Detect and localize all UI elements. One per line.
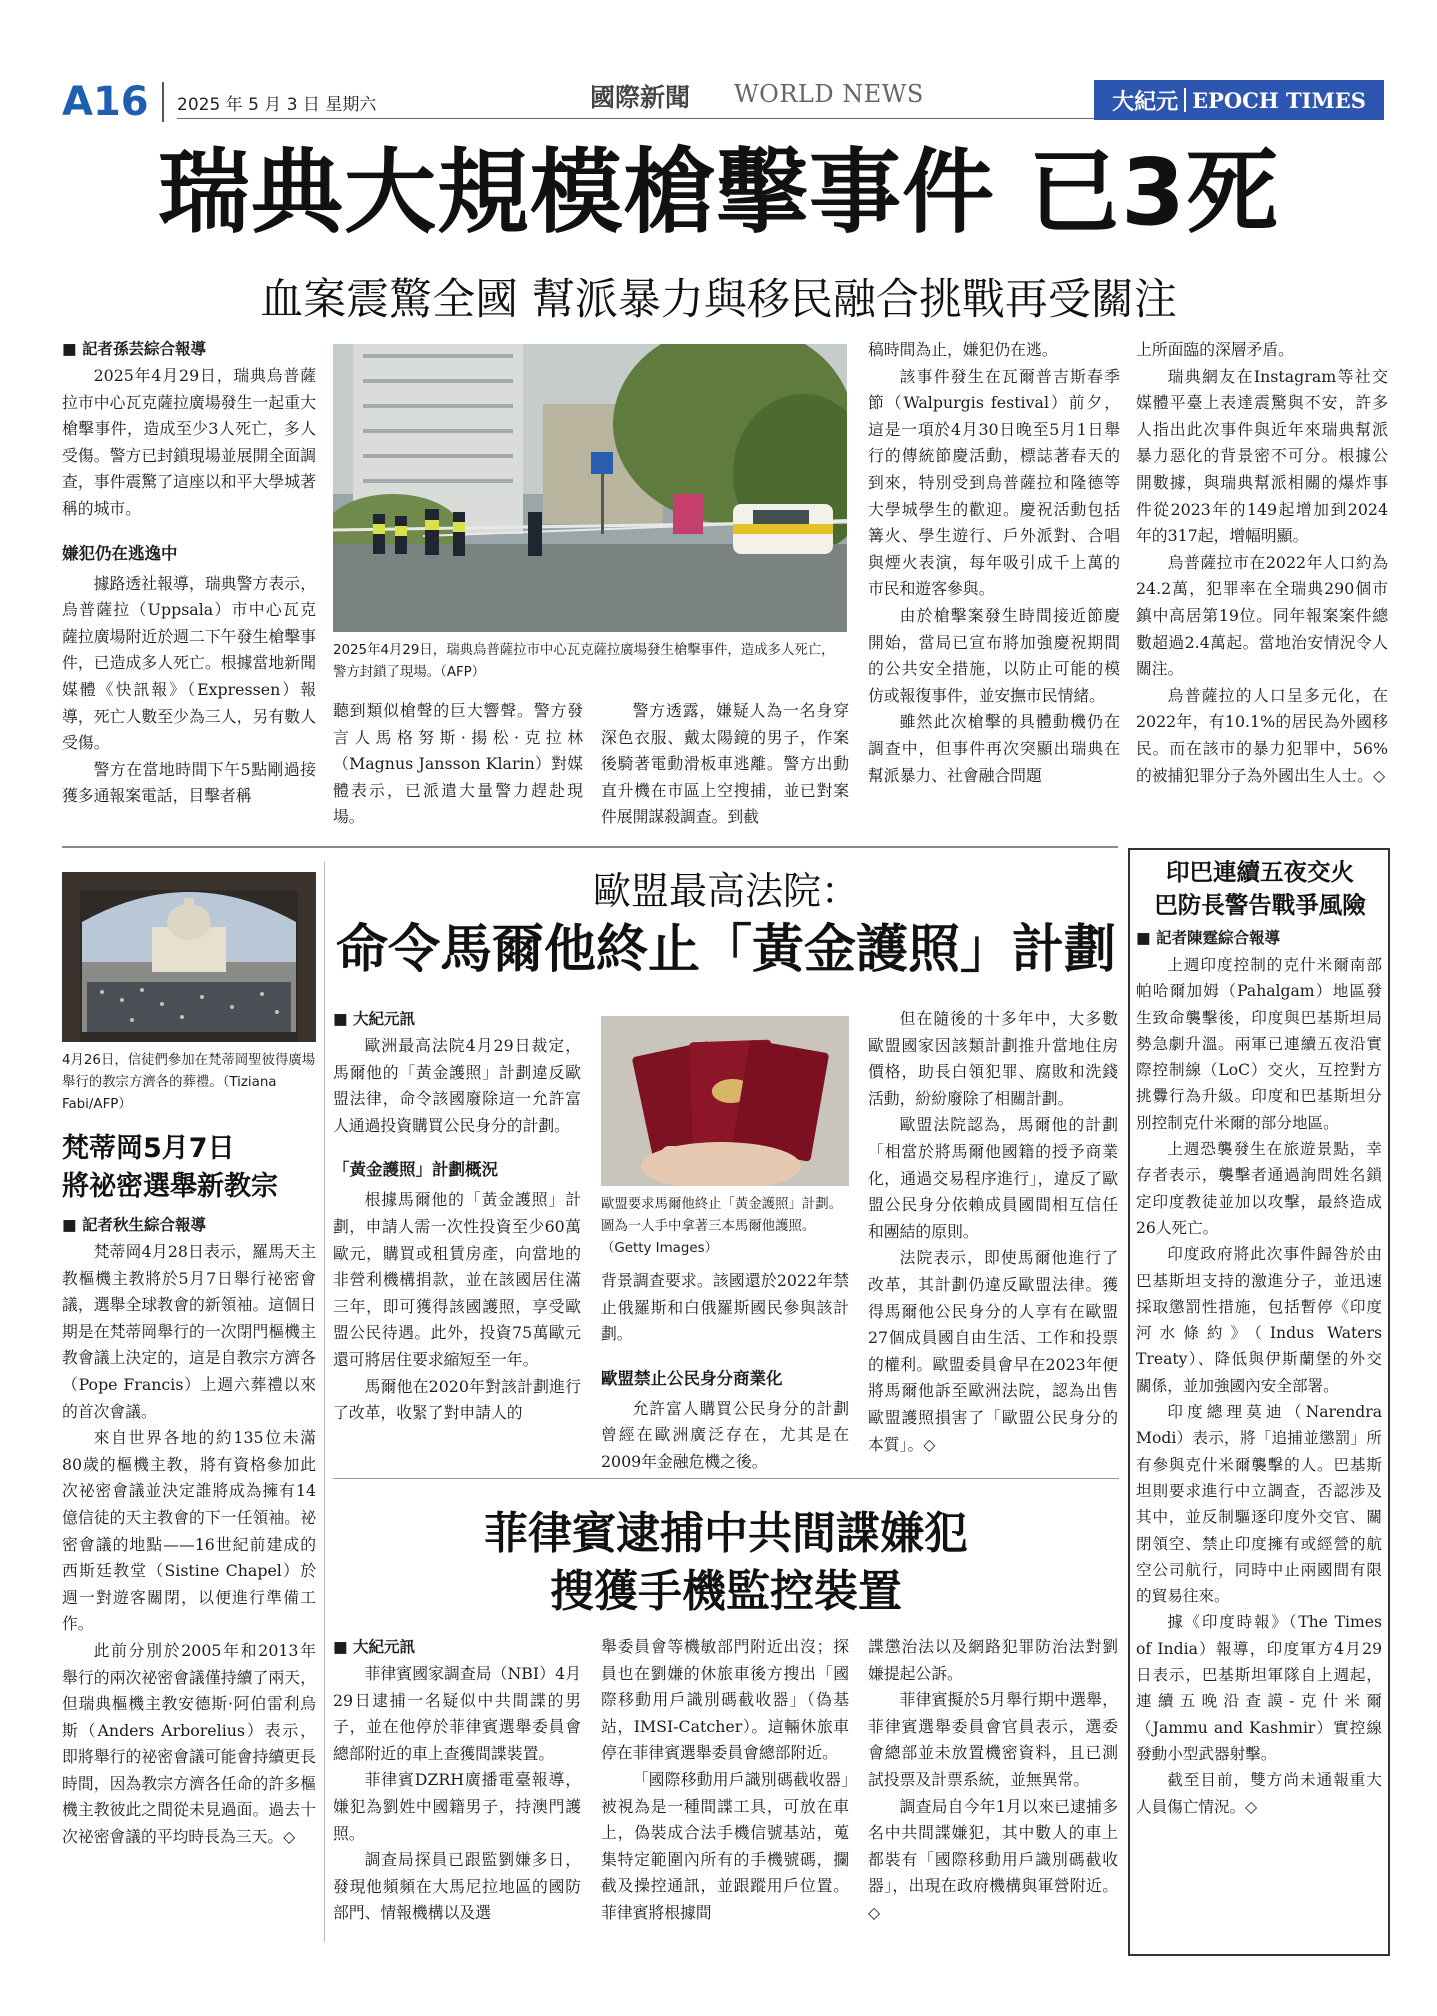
sweden-col-3 xyxy=(601,698,849,831)
sweden-col-1 xyxy=(62,336,316,810)
vatican-byline: ■ 記者秋生綜合報導 xyxy=(62,1216,207,1234)
section-name-en: WORLD NEWS xyxy=(734,80,924,108)
sweden-paragraph: 警方在當地時間下午5點剛過接獲多通報案電話，目擊者稱 xyxy=(62,759,316,806)
vatican-headline-line: 將祕密選舉新教宗 xyxy=(62,1171,278,1202)
malta-col-4 xyxy=(868,1006,1118,1458)
vatican-paragraph: 來自世界各地的約135位未滿80歲的樞機主教，將有資格參加此次祕密會議並決定誰將成為擁有14億信徒的天主教會的下一任領袖。祕密會議的地點——16世紀前建成的西斯廷教堂（Sistine Chapel）於週一對遊客關閉，以便進行準備工作。 xyxy=(62,1428,316,1634)
sweden-headline: 瑞典大規模槍擊事件 已3死 xyxy=(157,139,1280,246)
phil-paragraph: 諜懲治法以及網路犯罪防治法對劉嫌提起公訴。 xyxy=(868,1637,1118,1683)
india-paragraph: 上週恐襲發生在旅遊景點，幸存者表示，襲擊者通過詢問姓名鎖定印度教徒並加以攻擊，最終造成26人死亡。 xyxy=(1136,1140,1382,1237)
sweden-paragraph: 聽到類似槍聲的巨大響聲。警方發言人馬格努斯·揚松·克拉林（Magnus Jansson Klarin）對媒體表示，已派遣大量警力趕赴現場。 xyxy=(333,701,583,827)
police-cordon-illustration xyxy=(333,344,847,632)
column-divider xyxy=(324,862,325,1942)
sweden-paragraph: 烏普薩拉的人口呈多元化，在2022年，有10.1%的居民為外國移民。而在該市的暴力犯罪中，56%的被捕犯罪分子為外國出生人士。◇ xyxy=(1136,685,1388,785)
sweden-subheading: 嫌犯仍在逃逸中 xyxy=(62,543,178,563)
section-divider xyxy=(333,1478,1119,1479)
malta-paragraph: 但在隨後的十多年中，大多數歐盟國家因該類計劃推升當地住房價格，助長白領犯罪、腐敗和洗錢活動，紛紛廢除了相關計劃。 xyxy=(868,1009,1118,1108)
section-name-zh: 國際新聞 xyxy=(590,83,691,112)
sweden-paragraph: 2025年4月29日，瑞典烏普薩拉市中心瓦克薩拉廣場發生一起重大槍擊事件，造成至少3人死亡，多人受傷。警方已封鎖現場並展開全面調查，事件震驚了這座以和平大學城著稱的城市。 xyxy=(62,366,316,518)
india-paragraph: 據《印度時報》（The Times of India）報導，印度軍方4月29日表示，巴基斯坦軍隊自上週起，連續五晚沿查謨-克什米爾（Jammu and Kashmir）實控線發動小型武器射擊。 xyxy=(1136,1613,1382,1763)
india-byline: ■ 記者陳霆綜合報導 xyxy=(1136,929,1281,947)
phil-col-1 xyxy=(333,1634,581,1927)
india-headline xyxy=(1136,856,1384,922)
india-paragraph: 印度總理莫迪（Narendra Modi）表示，將「追捕並懲罰」所有參與克什米爾襲擊的人。巴基斯坦則要求進行中立調查，否認涉及其中，並反制驅逐印度外交官、關閉領空、禁止印度擁有或經營的航空公司航行，同時中止兩國間有限的貿易往來。 xyxy=(1136,1403,1382,1606)
sweden-paragraph: 警方透露，嫌疑人為一名身穿深色衣服、戴太陽鏡的男子，作案後騎著電動滑板車逃離。警方出動直升機在市區上空搜捕，並已對案件展開謀殺調查。到截 xyxy=(601,701,849,827)
malta-paragraph: 根據馬爾他的「黃金護照」計劃，申請人需一次性投資至少60萬歐元，購買或租賃房產，向當地的非營利機構捐款，並在該國居住滿三年，即可獲得該國護照，享受歐盟公民待遇。此外，投資75萬歐元還可將居住要求縮短至一年。 xyxy=(333,1190,581,1369)
phil-paragraph: 舉委員會等機敏部門附近出沒；探員也在劉嫌的休旅車後方搜出「國際移動用戶識別碼截收器」（偽基站，IMSI-Catcher）。這輛休旅車停在菲律賓選舉委員會總部附近。 xyxy=(601,1637,849,1763)
malta-paragraph: 背景調查要求。該國還於2022年禁止俄羅斯和白俄羅斯國民參與該計劃。 xyxy=(601,1271,849,1344)
vatican-body xyxy=(62,1212,316,1851)
vatican-paragraph: 此前分別於2005年和2013年舉行的兩次祕密會議僅持續了兩天，但瑞典樞機主教安德斯·阿伯雷利烏斯（Anders Arborelius）表示，即將舉行的祕密會議可能會持續更長時間，因為教宗方濟各任命的許多樞機主教彼此之間從未見過面。過去十次祕密會議的平均時長為三天。◇ xyxy=(62,1640,316,1847)
header-rule xyxy=(177,118,1117,119)
malta-paragraph: 法院表示，即使馬爾他進行了改革，其計劃仍違反歐盟法律。獲得馬爾他公民身分的人享有在歐盟27個成員國自由生活、工作和投票的權利。歐盟委員會早在2023年便將馬爾他訴至歐洲法院，認為出售歐盟護照損害了「歐盟公民身分的本質」。◇ xyxy=(868,1248,1118,1454)
brand-logo xyxy=(1094,80,1384,120)
india-headline-line: 印巴連續五夜交火 xyxy=(1166,858,1354,886)
sweden-photo-caption: 2025年4月29日，瑞典烏普薩拉市中心瓦克薩拉廣場發生槍擊事件，造成多人死亡，警方封鎖了現場。（AFP） xyxy=(333,643,835,680)
malta-paragraph: 允許富人購買公民身分的計劃曾經在歐洲廣泛存在，尤其是在2009年金融危機之後。 xyxy=(601,1398,849,1471)
brand-separator xyxy=(1184,88,1186,112)
india-paragraph: 上週印度控制的克什米爾南部帕哈爾加姆（Pahalgam）地區發生致命襲擊後，印度與巴基斯坦局勢急劇升溫。兩軍已連續五夜沿實際控制線（LoC）交火，互控對方挑釁行為升級。印度和巴基斯坦分別控制克什米爾的部分地區。 xyxy=(1136,956,1382,1132)
malta-paragraph: 馬爾他在2020年對該計劃進行了改革，收緊了對申請人的 xyxy=(333,1376,581,1423)
malta-col-1 xyxy=(333,1006,581,1427)
sweden-shooting-photo xyxy=(333,344,847,632)
phil-headline xyxy=(333,1505,1119,1621)
vatican-photo xyxy=(62,872,316,1042)
sweden-paragraph: 瑞典網友在Instagram等社交媒體平臺上表達震驚與不安，許多人指出此次事件與近年來瑞典幫派暴力惡化的背景密不可分。根據公開數據，與瑞典幫派相關的爆炸事件從2023年的149起增加到2024年的317起，增幅明顯。 xyxy=(1136,366,1388,546)
phil-paragraph: 菲律賓DZRH廣播電臺報導，嫌犯為劉姓中國籍男子，持澳門護照。 xyxy=(333,1770,581,1843)
issue-date: 2025 年 5 月 3 日 星期六 xyxy=(177,95,377,115)
sweden-paragraph: 由於槍擊案發生時間接近節慶開始，當局已宣布將加強慶祝期間的公共安全措施，以防止可能的模仿或報復事件，並安撫市民情緒。 xyxy=(868,605,1120,705)
sweden-paragraph: 稿時間為止，嫌犯仍在逃。 xyxy=(868,340,1058,359)
malta-paragraph: 歐洲最高法院4月29日裁定，馬爾他的「黃金護照」計劃違反歐盟法律，命令該國廢除這一允許富人通過投資購買公民身分的計劃。 xyxy=(333,1036,581,1135)
section-divider xyxy=(62,846,1118,848)
malta-paragraph: 歐盟法院認為，馬爾他的計劃「相當於將馬爾他國籍的授予商業化，通過交易程序進行」，違反了歐盟公民身分依賴成員國間相互信任和團結的原則。 xyxy=(868,1115,1118,1241)
sweden-paragraph: 烏普薩拉市在2022年人口約為24.2萬，犯罪率在全瑞典290個市鎮中高居第19位。同年報案案件總數超過2.4萬起。當地治安情況令人關注。 xyxy=(1136,552,1388,679)
sweden-byline: ■ 記者孫芸綜合報導 xyxy=(62,340,207,358)
header-divider xyxy=(162,82,164,122)
vatican-paragraph: 梵蒂岡4月28日表示，羅馬天主教樞機主教將於5月7日舉行祕密會議，選舉全球教會的新領袖。這個日期是在梵蒂岡舉行的一次閉門樞機主教會議上決定的，這是自教宗方濟各（Pope Francis）上週六葬禮以來的首次會議。 xyxy=(62,1242,316,1421)
malta-photo-caption: 歐盟要求馬爾他終止「黃金護照」計劃。圖為一人手中拿著三本馬爾他護照。（Getty Images） xyxy=(601,1197,843,1256)
sweden-paragraph: 雖然此次槍擊的具體動機仍在調查中，但事件再次突顯出瑞典在幫派暴力、社會融合問題 xyxy=(868,712,1120,785)
page-number: A16 xyxy=(62,79,149,125)
india-paragraph: 截至目前，雙方尚未通報重大人員傷亡情況。◇ xyxy=(1136,1771,1382,1816)
vatican-photo-caption: 4月26日，信徒們參加在梵蒂岡聖彼得廣場舉行的教宗方濟各的葬禮。（Tiziana Fabi/AFP） xyxy=(62,1053,316,1112)
sweden-paragraph: 上所面臨的深層矛盾。 xyxy=(1136,340,1294,359)
malta-byline: ■ 大紀元訊 xyxy=(333,1010,416,1028)
phil-paragraph: 菲律賓國家調查局（NBI）4月29日逮捕一名疑似中共間諜的男子，並在他停於菲律賓選舉委員會總部附近的車上查獲間諜裝置。 xyxy=(333,1664,581,1763)
vatican-headline-line: 梵蒂岡5月7日 xyxy=(62,1133,235,1164)
phil-paragraph: 菲律賓擬於5月舉行期中選舉，菲律賓選舉委員會官員表示，選委會總部並未放置機密資料，且已測試投票及計票系統，並無異常。 xyxy=(868,1690,1118,1789)
st-peters-square-illustration xyxy=(62,872,316,1042)
phil-headline-line: 菲律賓逮捕中共間諜嫌犯 xyxy=(484,1508,968,1559)
india-headline-line: 巴防長警告戰爭風險 xyxy=(1154,891,1366,919)
sweden-paragraph: 據路透社報導，瑞典警方表示，烏普薩拉（Uppsala）市中心瓦克薩拉廣場附近於週二下午發生槍擊事件，已造成多人死亡。根據當地新聞媒體《快訊報》（Expressen）報導，死亡人數至少為三人，另有數人受傷。 xyxy=(62,573,316,753)
phil-headline-line: 搜獲手機監控裝置 xyxy=(550,1566,902,1617)
brand-name-zh: 大紀元 xyxy=(1112,88,1179,115)
phil-paragraph: 調查局探員已跟監劉嫌多日，發現他頻頻在大馬尼拉地區的國防部門、情報機構以及選 xyxy=(333,1850,581,1923)
phil-byline: ■ 大紀元訊 xyxy=(333,1638,416,1656)
brand-name-en: EPOCH TIMES xyxy=(1192,87,1366,113)
sweden-col-4 xyxy=(868,337,1120,789)
phil-paragraph: 「國際移動用戶識別碼截收器」被視為是一種間諜工具，可放在車上，偽裝成合法手機信號基站，蒐集特定範圍內所有的手機號碼，攔截及操控通訊，並跟蹤用戶位置。菲律賓將根據間 xyxy=(601,1769,849,1922)
malta-headline: 命令馬爾他終止「黃金護照」計劃 xyxy=(335,920,1116,980)
vatican-headline xyxy=(62,1130,316,1206)
sweden-col-5 xyxy=(1136,337,1388,789)
phil-paragraph: 調查局自今年1月以來已逮捕多名中共間諜嫌犯，其中數人的車上都裝有「國際移動用戶識別碼截收器」，出現在政府機構與軍營附近。◇ xyxy=(868,1796,1118,1922)
malta-col-3 xyxy=(601,1268,849,1476)
phil-col-3 xyxy=(868,1634,1118,1927)
malta-subheading: 歐盟禁止公民身分商業化 xyxy=(601,1368,783,1388)
malta-headline-kicker: 歐盟最高法院： xyxy=(592,869,859,913)
sweden-subhead: 血案震驚全國 幫派暴力與移民融合挑戰再受關注 xyxy=(260,275,1177,325)
india-paragraph: 印度政府將此次事件歸咎於由巴基斯坦支持的激進分子，並迅速採取懲罰性措施，包括暫停《印度河水條約》（Indus Waters Treaty）、降低與伊斯蘭堡的外交關係，並加強國內安全部署。 xyxy=(1136,1245,1382,1395)
passports-illustration xyxy=(601,1016,849,1186)
sweden-paragraph: 該事件發生在瓦爾普吉斯春季節（Walpurgis festival）前夕，這是一項於4月30日晚至5月1日舉行的傳統節慶活動，標誌著春天的到來，特別受到烏普薩拉和隆德等大學城學生的歡迎。慶祝活動包括篝火、學生遊行、戶外派對、合唱與煙火表演，每年吸引成千上萬的市民和遊客參與。 xyxy=(868,366,1120,599)
malta-subheading: 「黃金護照」計劃概況 xyxy=(333,1160,498,1180)
page-header xyxy=(62,78,1387,128)
malta-passport-photo xyxy=(601,1016,849,1186)
phil-col-2 xyxy=(601,1634,849,1927)
india-body xyxy=(1136,925,1382,1820)
sweden-col-2 xyxy=(333,698,583,831)
